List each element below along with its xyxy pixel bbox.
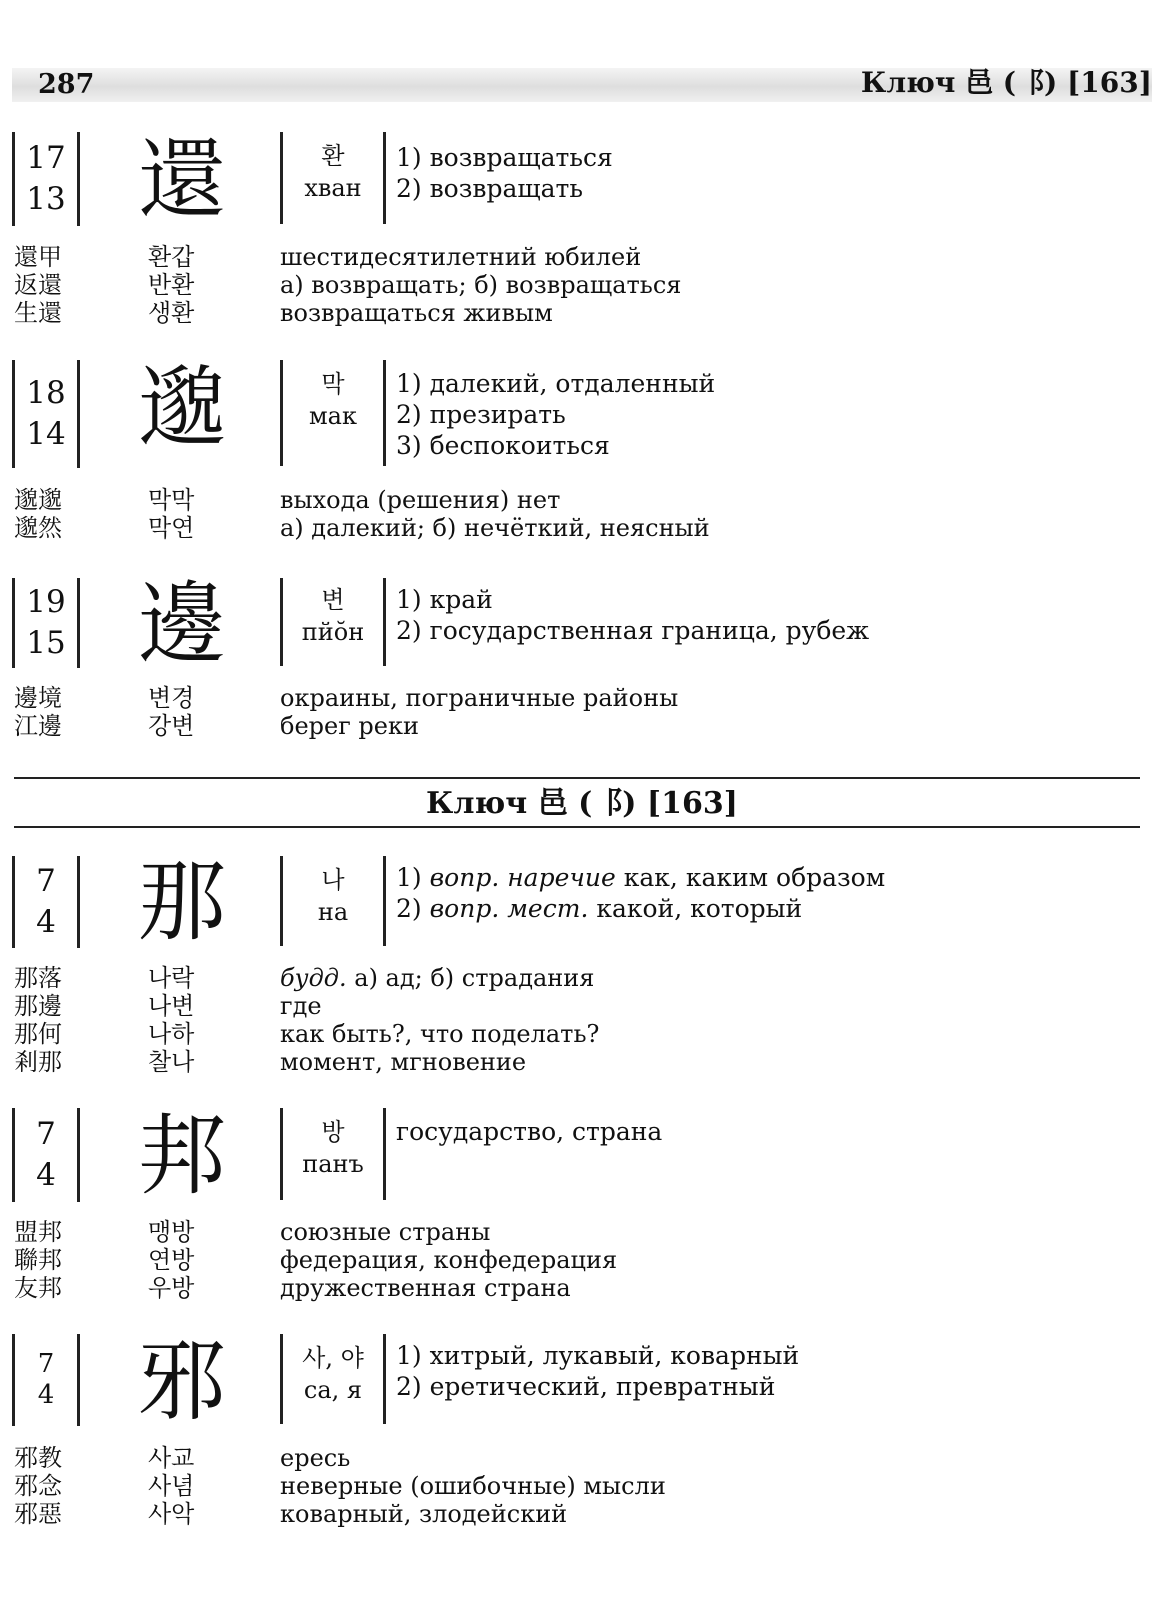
stroke-total: 7: [36, 863, 56, 899]
compound-hanja: 那何: [14, 1020, 62, 1048]
compound-row: [0, 1048, 1164, 1076]
compound-hangul: 연방: [148, 1246, 195, 1274]
compound-translation: дружественная страна: [280, 1274, 571, 1302]
headword-hanja: 邊: [137, 572, 226, 675]
compound-translation: неверные (ошибочные) мысли: [280, 1472, 666, 1500]
meanings-list: [396, 142, 613, 204]
compound-translation: как быть?, что поделать?: [280, 1020, 600, 1048]
stroke-count-box: [12, 132, 80, 226]
compound-hangul: 맹방: [148, 1218, 195, 1246]
reading-box: [280, 856, 386, 946]
compound-list: [0, 684, 1164, 740]
compound-hangul: 사교: [148, 1444, 195, 1472]
compound-hangul: 나락: [148, 964, 195, 992]
meaning: 2) еретический, превратный: [396, 1372, 776, 1401]
compound-hangul: 막연: [148, 514, 195, 542]
reading-box: [280, 132, 386, 224]
compound-row: [0, 1020, 1164, 1048]
compound-translation: ересь: [280, 1444, 351, 1472]
compound-translation: коварный, злодейский: [280, 1500, 568, 1528]
compound-row: [0, 243, 1164, 271]
compound-hangul: 막막: [148, 486, 195, 514]
compound-row: [0, 271, 1164, 299]
compound-hanja: 江邊: [14, 712, 62, 740]
stroke-total: 7: [37, 1349, 55, 1379]
cyrillic-reading: мак: [309, 402, 357, 430]
compound-row: [0, 486, 1164, 514]
meaning: 1) возвращаться: [396, 143, 613, 172]
compound-row: [0, 1218, 1164, 1246]
meanings-list: [396, 368, 715, 461]
compound-hangul: 사념: [148, 1472, 195, 1500]
stroke-total: 18: [26, 375, 66, 411]
compound-hangul: 변경: [148, 684, 195, 712]
reading-box: [280, 578, 386, 666]
cyrillic-reading: хван: [304, 174, 362, 202]
compound-hanja: 返還: [14, 271, 62, 299]
page-number: 287: [38, 69, 95, 100]
compound-translation: федерация, конфедерация: [280, 1246, 618, 1274]
compound-row: [0, 712, 1164, 740]
running-head-title: Ключ 邑 (⻏) [163]: [860, 66, 1152, 99]
meaning: 3) беспокоиться: [396, 431, 610, 460]
meanings-list: [396, 862, 885, 924]
compound-translation: будд. а) ад; б) страдания: [280, 964, 595, 992]
compound-hangul: 우방: [148, 1274, 195, 1302]
compound-hanja: 邈然: [14, 514, 62, 542]
meanings-list: [396, 1340, 799, 1402]
compound-row: [0, 992, 1164, 1020]
compound-translation: шестидесятилетний юбилей: [280, 243, 642, 271]
compound-hangul: 찰나: [148, 1048, 195, 1076]
compound-translation: а) возвращать; б) возвращаться: [280, 271, 682, 299]
stroke-extra: 4: [37, 1380, 55, 1410]
compound-translation: выхода (решения) нет: [280, 486, 561, 514]
stroke-count-box: [12, 856, 80, 948]
compound-row: [0, 964, 1164, 992]
compound-hangul: 나하: [148, 1020, 195, 1048]
stroke-extra: 14: [26, 416, 66, 452]
hangul-reading: 사, 야: [302, 1344, 364, 1372]
hangul-reading: 환: [321, 142, 345, 170]
headword-hanja: 邈: [137, 356, 226, 459]
stroke-count-box: [12, 1108, 80, 1202]
hangul-reading: 나: [321, 866, 345, 894]
meaning: 2) государственная граница, рубеж: [396, 616, 870, 645]
compound-hanja: 邊境: [14, 684, 62, 712]
compound-hanja: 生還: [14, 299, 62, 327]
compound-hanja: 還甲: [14, 243, 62, 271]
reading-box: [280, 1108, 386, 1200]
meaning: государство, страна: [396, 1117, 663, 1146]
meaning: 1) хитрый, лукавый, коварный: [396, 1341, 800, 1370]
hangul-reading: 변: [321, 586, 345, 614]
compound-translation: союзные страны: [280, 1218, 491, 1246]
stroke-total: 7: [36, 1116, 56, 1152]
stroke-extra: 15: [26, 625, 66, 661]
compound-hangul: 강변: [148, 712, 195, 740]
compound-hanja: 邈邈: [14, 486, 62, 514]
section-title: Ключ 邑 (⻏) [163]: [426, 786, 738, 821]
reading-box: [280, 1334, 386, 1424]
cyrillic-reading: са, я: [303, 1376, 363, 1404]
compound-translation: а) далекий; б) нечёткий, неясный: [280, 514, 710, 542]
stroke-count-box: [12, 360, 80, 468]
compound-list: [0, 243, 1164, 327]
compound-list: [0, 1444, 1164, 1528]
section-rule-top: [14, 777, 1140, 779]
compound-translation: берег реки: [280, 712, 419, 740]
compound-row: [0, 1246, 1164, 1274]
compound-hangul: 사악: [148, 1500, 195, 1528]
compound-row: [0, 1472, 1164, 1500]
headword-hanja: 還: [137, 128, 226, 231]
stroke-total: 17: [26, 140, 66, 176]
grammar-label: вопр. мест.: [429, 894, 589, 923]
section-rule-bottom: [14, 826, 1140, 828]
compound-translation: возвращаться живым: [280, 299, 553, 327]
stroke-count-box: [12, 578, 80, 668]
compound-list: [0, 486, 1164, 542]
headword-hanja: 那: [137, 850, 226, 953]
usage-label: будд.: [280, 964, 347, 992]
compound-row: [0, 1274, 1164, 1302]
headword-hanja: 邪: [137, 1330, 226, 1433]
meaning: 1) край: [396, 585, 493, 614]
compound-hangul: 환갑: [148, 243, 195, 271]
compound-hanja: 友邦: [14, 1274, 62, 1302]
compound-hanja: 那邊: [14, 992, 62, 1020]
compound-translation: где: [280, 992, 322, 1020]
meaning: 2) презирать: [396, 400, 566, 429]
stroke-extra: 13: [26, 181, 66, 217]
meaning: 1) далекий, отдаленный: [396, 369, 716, 398]
meanings-list: [396, 1116, 662, 1147]
compound-hanja: 邪惡: [14, 1500, 62, 1528]
compound-list: [0, 964, 1164, 1076]
meanings-list: [396, 584, 869, 646]
compound-hanja: 盟邦: [14, 1218, 62, 1246]
cyrillic-reading: на: [317, 898, 349, 926]
stroke-extra: 4: [36, 904, 56, 940]
cyrillic-reading: пйŏн: [301, 618, 365, 646]
hangul-reading: 막: [321, 370, 345, 398]
compound-row: [0, 684, 1164, 712]
compound-hanja: 邪念: [14, 1472, 62, 1500]
meaning: 2) вопр. мест. какой, который: [396, 894, 803, 923]
grammar-label: вопр. наречие: [429, 863, 616, 892]
meaning: 1) вопр. наречие как, каким образом: [396, 863, 886, 892]
compound-hangul: 나변: [148, 992, 195, 1020]
compound-translation: окраины, пограничные районы: [280, 684, 679, 712]
compound-hanja: 剎那: [14, 1048, 62, 1076]
compound-hangul: 반환: [148, 271, 195, 299]
stroke-count-box: [12, 1334, 80, 1426]
headword-hanja: 邦: [137, 1104, 226, 1207]
stroke-total: 19: [26, 584, 66, 620]
meaning: 2) возвращать: [396, 174, 583, 203]
compound-row: [0, 299, 1164, 327]
compound-hanja: 聯邦: [14, 1246, 62, 1274]
compound-hanja: 那落: [14, 964, 62, 992]
compound-list: [0, 1218, 1164, 1302]
compound-translation: момент, мгновение: [280, 1048, 527, 1076]
compound-row: [0, 1500, 1164, 1528]
compound-hanja: 邪教: [14, 1444, 62, 1472]
compound-hangul: 생환: [148, 299, 195, 327]
compound-row: [0, 514, 1164, 542]
compound-row: [0, 1444, 1164, 1472]
stroke-extra: 4: [36, 1157, 56, 1193]
reading-box: [280, 360, 386, 466]
cyrillic-reading: панъ: [302, 1150, 364, 1178]
hangul-reading: 방: [321, 1118, 345, 1146]
